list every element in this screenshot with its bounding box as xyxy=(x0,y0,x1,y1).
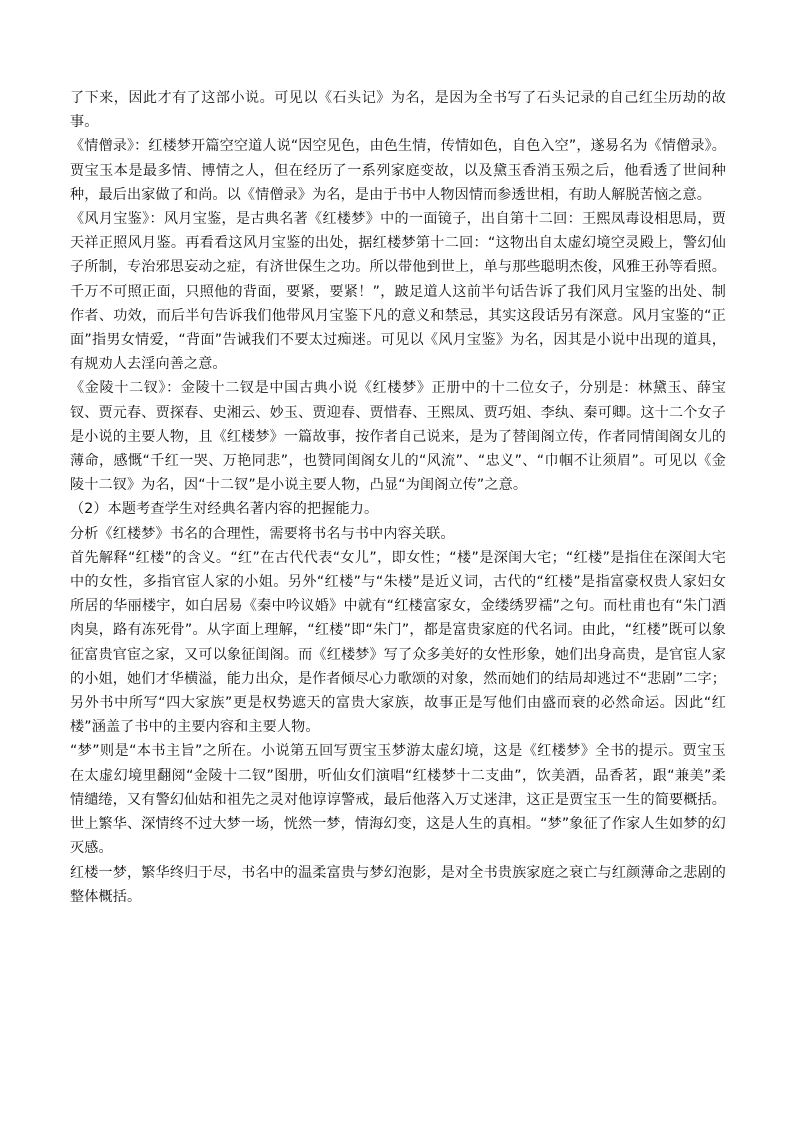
paragraph-shitouji-conclusion: 了下来，因此才有了这部小说。可见以《石头记》为名，是因为全书写了石头记录的自己红尘历劫的故事。 xyxy=(70,90,726,131)
paragraph-question-2: （2）本题考查学生对经典名著内容的把握能力。 xyxy=(70,501,379,518)
paragraph-summary: 红楼一梦，繁华终归于尽，书名中的温柔富贵与梦幻泡影，是对全书贵族家庭之衰亡与红颜薄命之悲剧的整体概括。 xyxy=(70,864,726,905)
document-page xyxy=(70,86,726,909)
paragraph-analysis-intro: 分析《红楼梦》书名的合理性，需要将书名与书中内容关联。 xyxy=(70,525,455,542)
paragraph-meng-meaning: “梦”则是“本书主旨”之所在。小说第五回写贾宝玉梦游太虚幻境，这是《红楼梦》全书的提示。贾宝玉在太虚幻境里翻阅“金陵十二钗”图册，听仙女们演唱“红楼梦十二支曲”，饮美酒，品香茗，跟“兼美”柔情缱绻，又有警幻仙姑和祖先之灵对他谆谆警戒，最后他落入万丈迷津，这正是贾宝玉一生的简要概括。世上繁华、深情终不过大梦一场，恍然一梦，情海幻变，这是人生的真相。“梦”象征了作家人生如梦的幻灭感。 xyxy=(70,743,726,857)
paragraph-honglou-meaning: 首先解释“红楼”的含义。“红”在古代代表“女儿”，即女性；“楼”是深闺大宅；“红楼”是指住在深闺大宅中的女性，多指官宦人家的小姐。另外“红楼”与“朱楼”是近义词，古代的“红楼”是指富豪权贵人家妇女所居的华丽楼宇，如白居易《秦中吟议婚》中就有“红楼富家女，金缕绣罗襦”之句。而杜甫也有“朱门酒肉臭，路有冻死骨”。从字面上理解，“红楼”即“朱门”，都是富贵家庭的代名词。由此，“红楼”既可以象征富贵官宦之家，又可以象征闺阁。而《红楼梦》写了众多美好的女性形象，她们出身高贵，是官宦人家的小姐，她们才华横溢，能力出众，是作者倾尽心力歌颂的对象，然而她们的结局却逃过不“悲剧”二字；另外书中所写“四大家族”更是权势遮天的富贵大家族，故事正是写他们由盛而衰的必然命运。因此“红楼”涵盖了书中的主要内容和主要人物。 xyxy=(70,549,726,736)
paragraph-fengyuebaojian: 《风月宝鉴》：风月宝鉴，是古典名著《红楼梦》中的一面镜子，出自第十二回：王熙凤毒设相思局，贾天祥正照风月鉴。再看看这风月宝鉴的出处，据红楼梦第十二回：“这物出自太虚幻境空灵殿上，警幻仙子所制，专治邪思妄动之症，有济世保生之功。所以带他到世上，单与那些聪明杰俊，风雅王孙等看照。千万不可照正面，只照他的背面，要紧，要紧！”，跛足道人这前半句话告诉了我们风月宝鉴的出处、制作者、功效，而后半句告诉我们他带风月宝鉴下凡的意义和禁忌，其实这段话另有深意。风月宝鉴的“正面”指男女情爱，“背面”告诫我们不要太过痴迷。可见以《风月宝鉴》为名，因其是小说中出现的道具，有规劝人去淫向善之意。 xyxy=(70,211,726,373)
paragraph-jinling-shierchai: 《金陵十二钗》：金陵十二钗是中国古典小说《红楼梦》正册中的十二位女子，分别是：林黛玉、薛宝钗、贾元春、贾探春、史湘云、妙玉、贾迎春、贾惜春、王熙凤、贾巧姐、李纨、秦可卿。这十二个女子是小说的主要人物，且《红楼梦》一篇故事，按作者自己说来，是为了替闺阁立传，作者同情闺阁女儿的薄命，感慨“千红一哭、万艳同悲”，也赞同闺阁女儿的“风流”、“忠义”、“巾帼不让须眉”。可见以《金陵十二钗》为名，因“十二钗”是小说主要人物，凸显“为闺阁立传”之意。 xyxy=(70,380,726,494)
paragraph-qingsenglu: 《情僧录》：红楼梦开篇空空道人说“因空见色，由色生情，传情如色，自色入空”，遂易名为《情僧录》。贾宝玉本是最多情、博情之人，但在经历了一系列家庭变故，以及黛玉香消玉殒之后，他看透了世间种种，最后出家做了和尚。以《情僧录》为名，是由于书中人物因情而参透世相，有助人解脱苦恼之意。 xyxy=(70,138,727,203)
